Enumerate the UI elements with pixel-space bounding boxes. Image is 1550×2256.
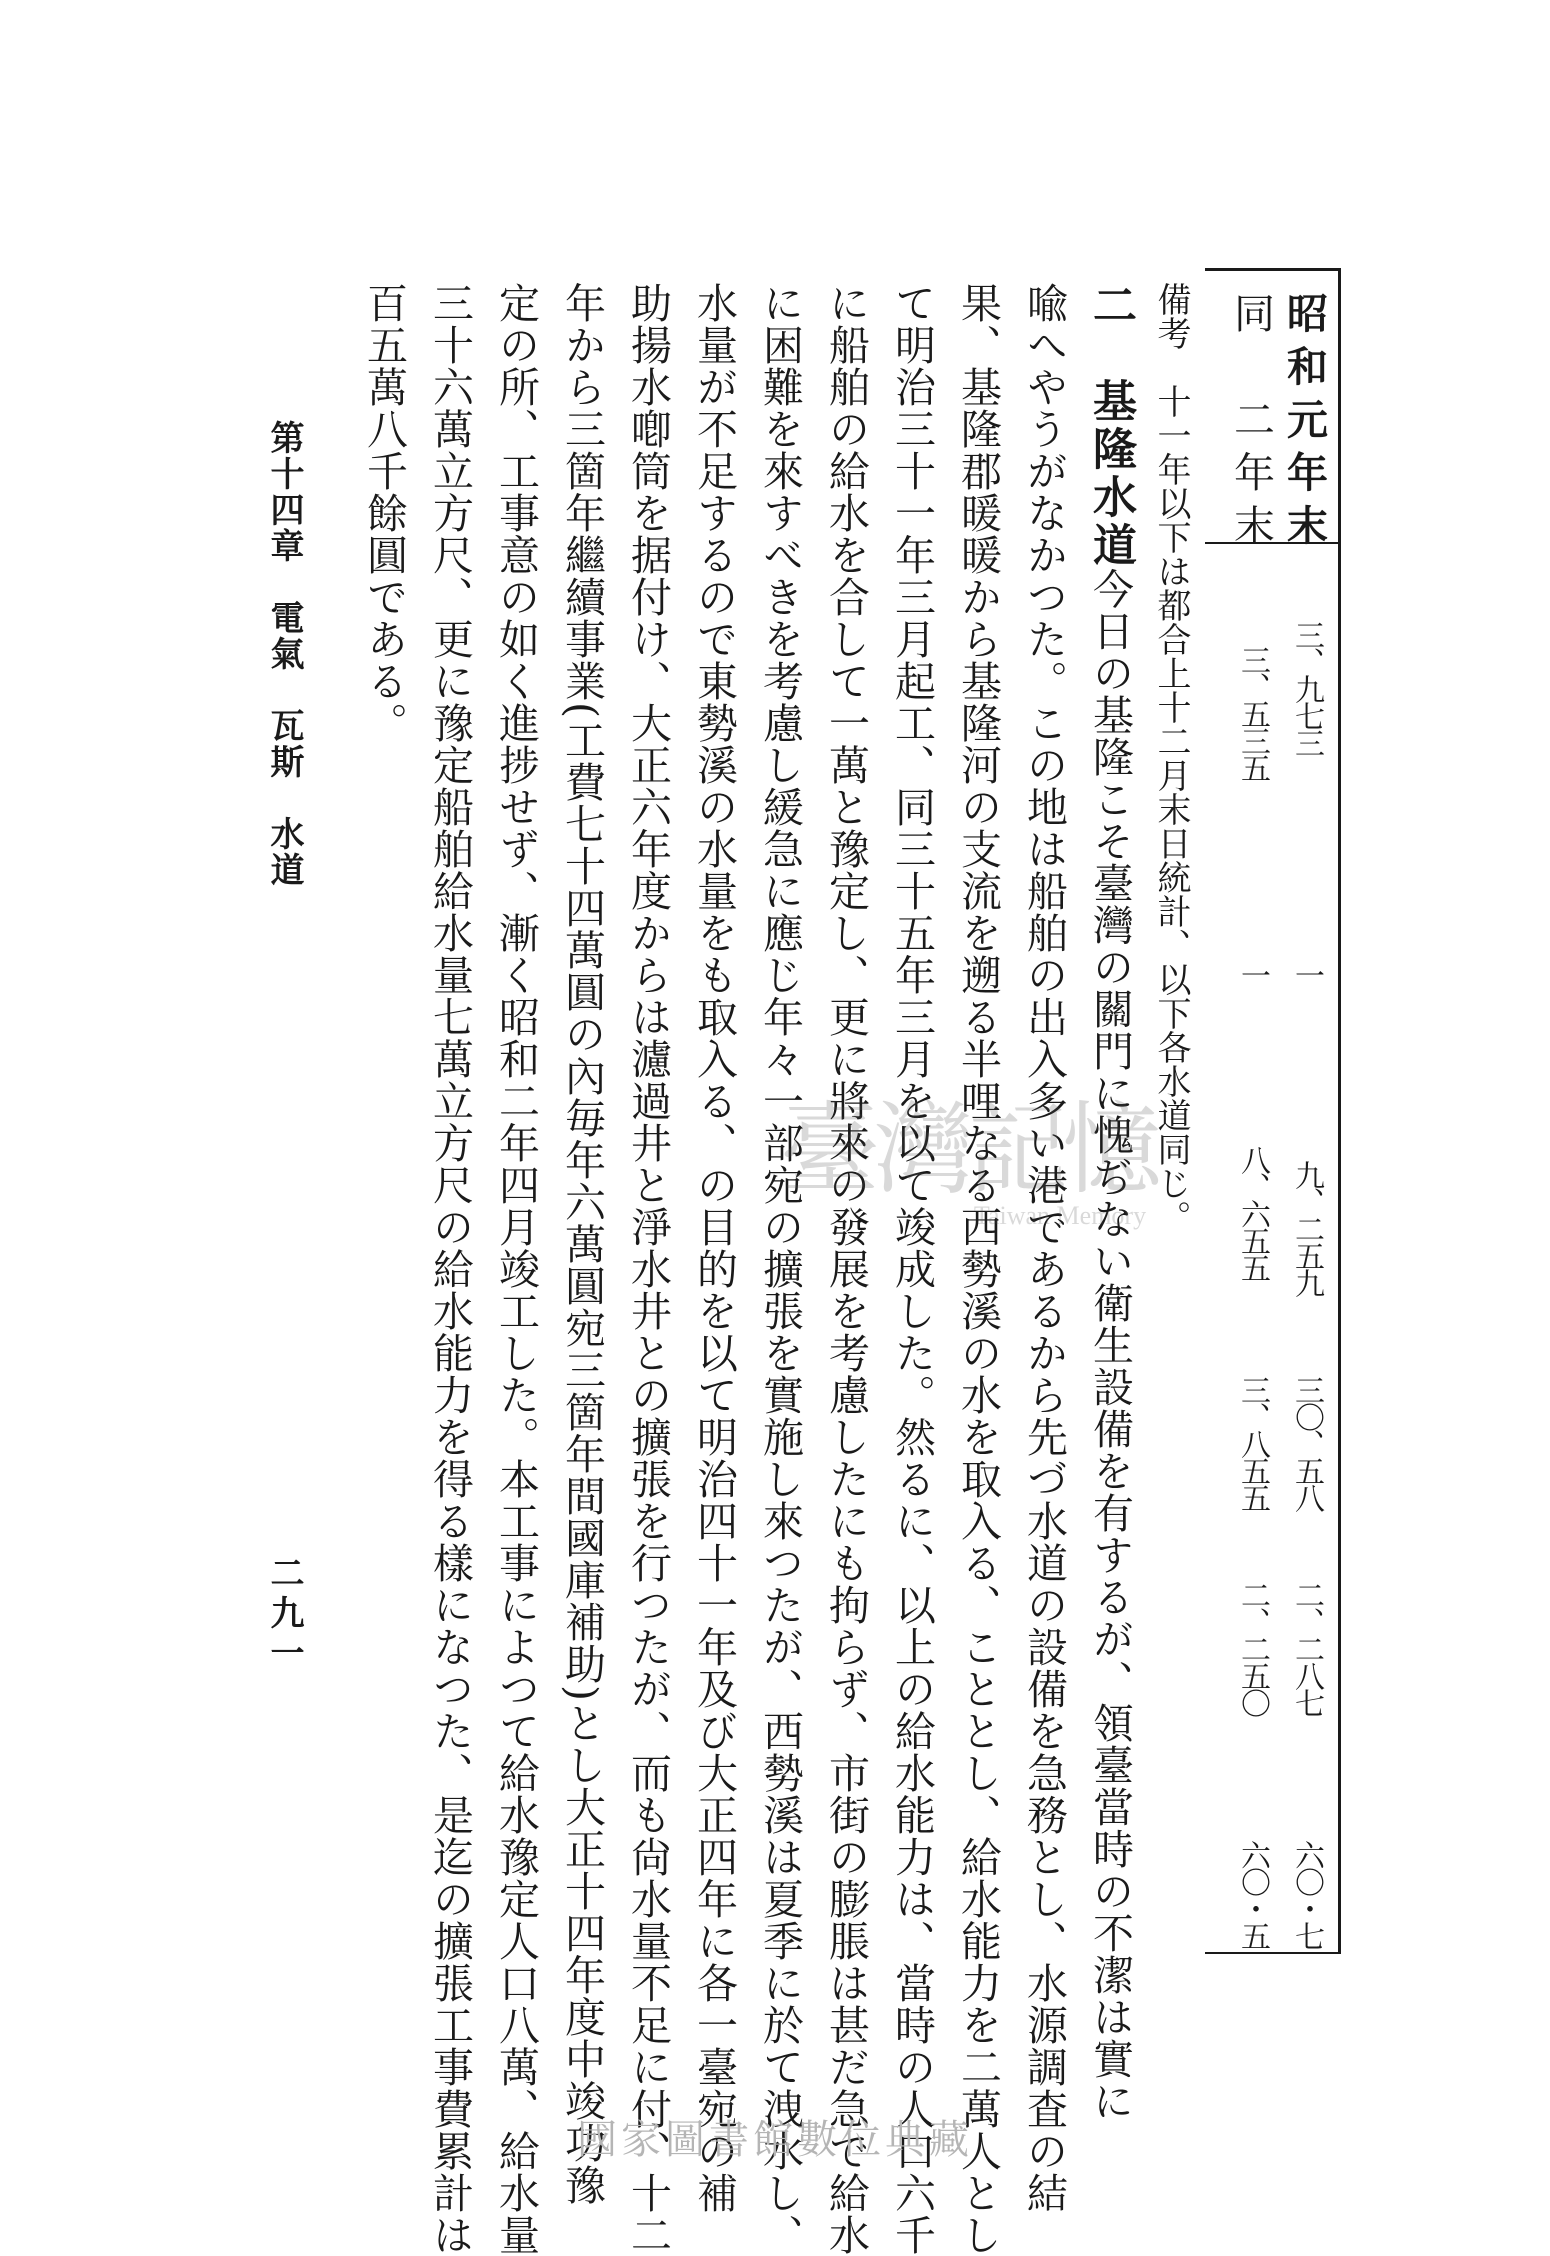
body-column-2: 喩へやうがなかつた。この地は船舶の出入多い港であるから先づ水道の設備を急務とし、水源調査の結	[1020, 282, 1068, 2214]
body-column-12: 百五萬八千餘圓である。	[360, 282, 408, 744]
table-row-label-2: 同 二年末	[1227, 292, 1275, 557]
table-cell-r1c5: 二、二八七	[1289, 1580, 1324, 1715]
table-rule-bottom	[1205, 1952, 1340, 1954]
body-column-5: に船舶の給水を合して一萬と豫定し、更に將來の發展を考慮したにも拘らず、市街の膨脹は甚だ急で給水	[822, 282, 870, 2256]
table-note: 備考 十一年以下は都合上十二月末日統計、以下各水道同じ。	[1151, 282, 1191, 1234]
table-rule-edge	[1338, 268, 1341, 1954]
table-cell-r1c6: 六〇・七	[1289, 1840, 1324, 1948]
table-cell-r2c1: 三、五三五	[1235, 645, 1270, 780]
table-cell-r2c2: 一	[1235, 960, 1270, 987]
table-cell-r1c1: 三、九七三	[1289, 620, 1324, 755]
table-rule-top	[1205, 268, 1340, 271]
table-cell-r2c6: 六〇・五	[1235, 1840, 1270, 1948]
body-column-4: て明治三十一年三月起工、同三十五年三月を以て竣成した。然るに、以上の給水能力は、當時の人口六千	[888, 282, 936, 2256]
table-row-label-1: 昭和元年末	[1280, 292, 1328, 557]
body-column-1: 今日の基隆こそ臺灣の關門に愧ぢない衛生設備を有するが、領臺當時の不潔は實に	[1086, 568, 1134, 2122]
body-column-10: 定の所、工事意の如く進捗せず、漸く昭和二年四月竣工した。本工事によつて給水豫定人口八萬、給水量	[492, 282, 540, 2256]
body-column-7: 水量が不足するので東勢溪の水量をも取入る、の目的を以て明治四十一年及び大正四年に各一臺宛の補	[690, 282, 738, 2214]
table-cell-r2c5: 二、二五〇	[1235, 1580, 1270, 1715]
body-column-9: 年から三箇年繼續事業(工費七十四萬圓の內毎年六萬圓宛三箇年間國庫補助)とし大正十四年度中竣功豫	[558, 282, 606, 2206]
library-footer: 國家圖書館數位典藏	[577, 2117, 973, 2163]
body-column-8: 助揚水喞筒を据付け、大正六年度からは濾過井と淨水井との擴張を行つたが、而も尙水量不足に付、十二	[624, 282, 672, 2256]
watermark-logo-subtext: Taiwan Memory	[973, 1201, 1147, 1230]
watermark-logo-text: 臺灣記憶	[780, 1091, 1156, 1208]
body-column-11: 三十六萬立方尺、更に豫定船舶給水量七萬立方尺の給水能力を得る樣になつた、是迄の擴張工事費累計は	[426, 282, 474, 2256]
table-cell-r1c3: 九、二五九	[1289, 1160, 1324, 1295]
section-heading: 二 基隆水道	[1085, 282, 1136, 570]
table-cell-r2c4: 三、八五五	[1235, 1375, 1270, 1510]
table-cell-r1c2: 一	[1289, 960, 1324, 987]
table-cell-r2c3: 八、六五五	[1235, 1145, 1270, 1280]
body-column-6: に困難を來すべきを考慮し緩急に應じ年々一部宛の擴張を實施し來つたが、西勢溪は夏季に於て洩水し、	[756, 282, 804, 2256]
table-cell-r1c4: 三〇、五八	[1289, 1375, 1324, 1510]
page-number: 二九一	[264, 1555, 304, 1675]
running-head: 第十四章 電氣 瓦斯 水道	[264, 420, 304, 888]
body-column-3: 果、基隆郡暖暖から基隆河の支流を遡る半哩なる西勢溪の水を取入る、こととし、給水能力を二萬人とし	[954, 282, 1002, 2256]
